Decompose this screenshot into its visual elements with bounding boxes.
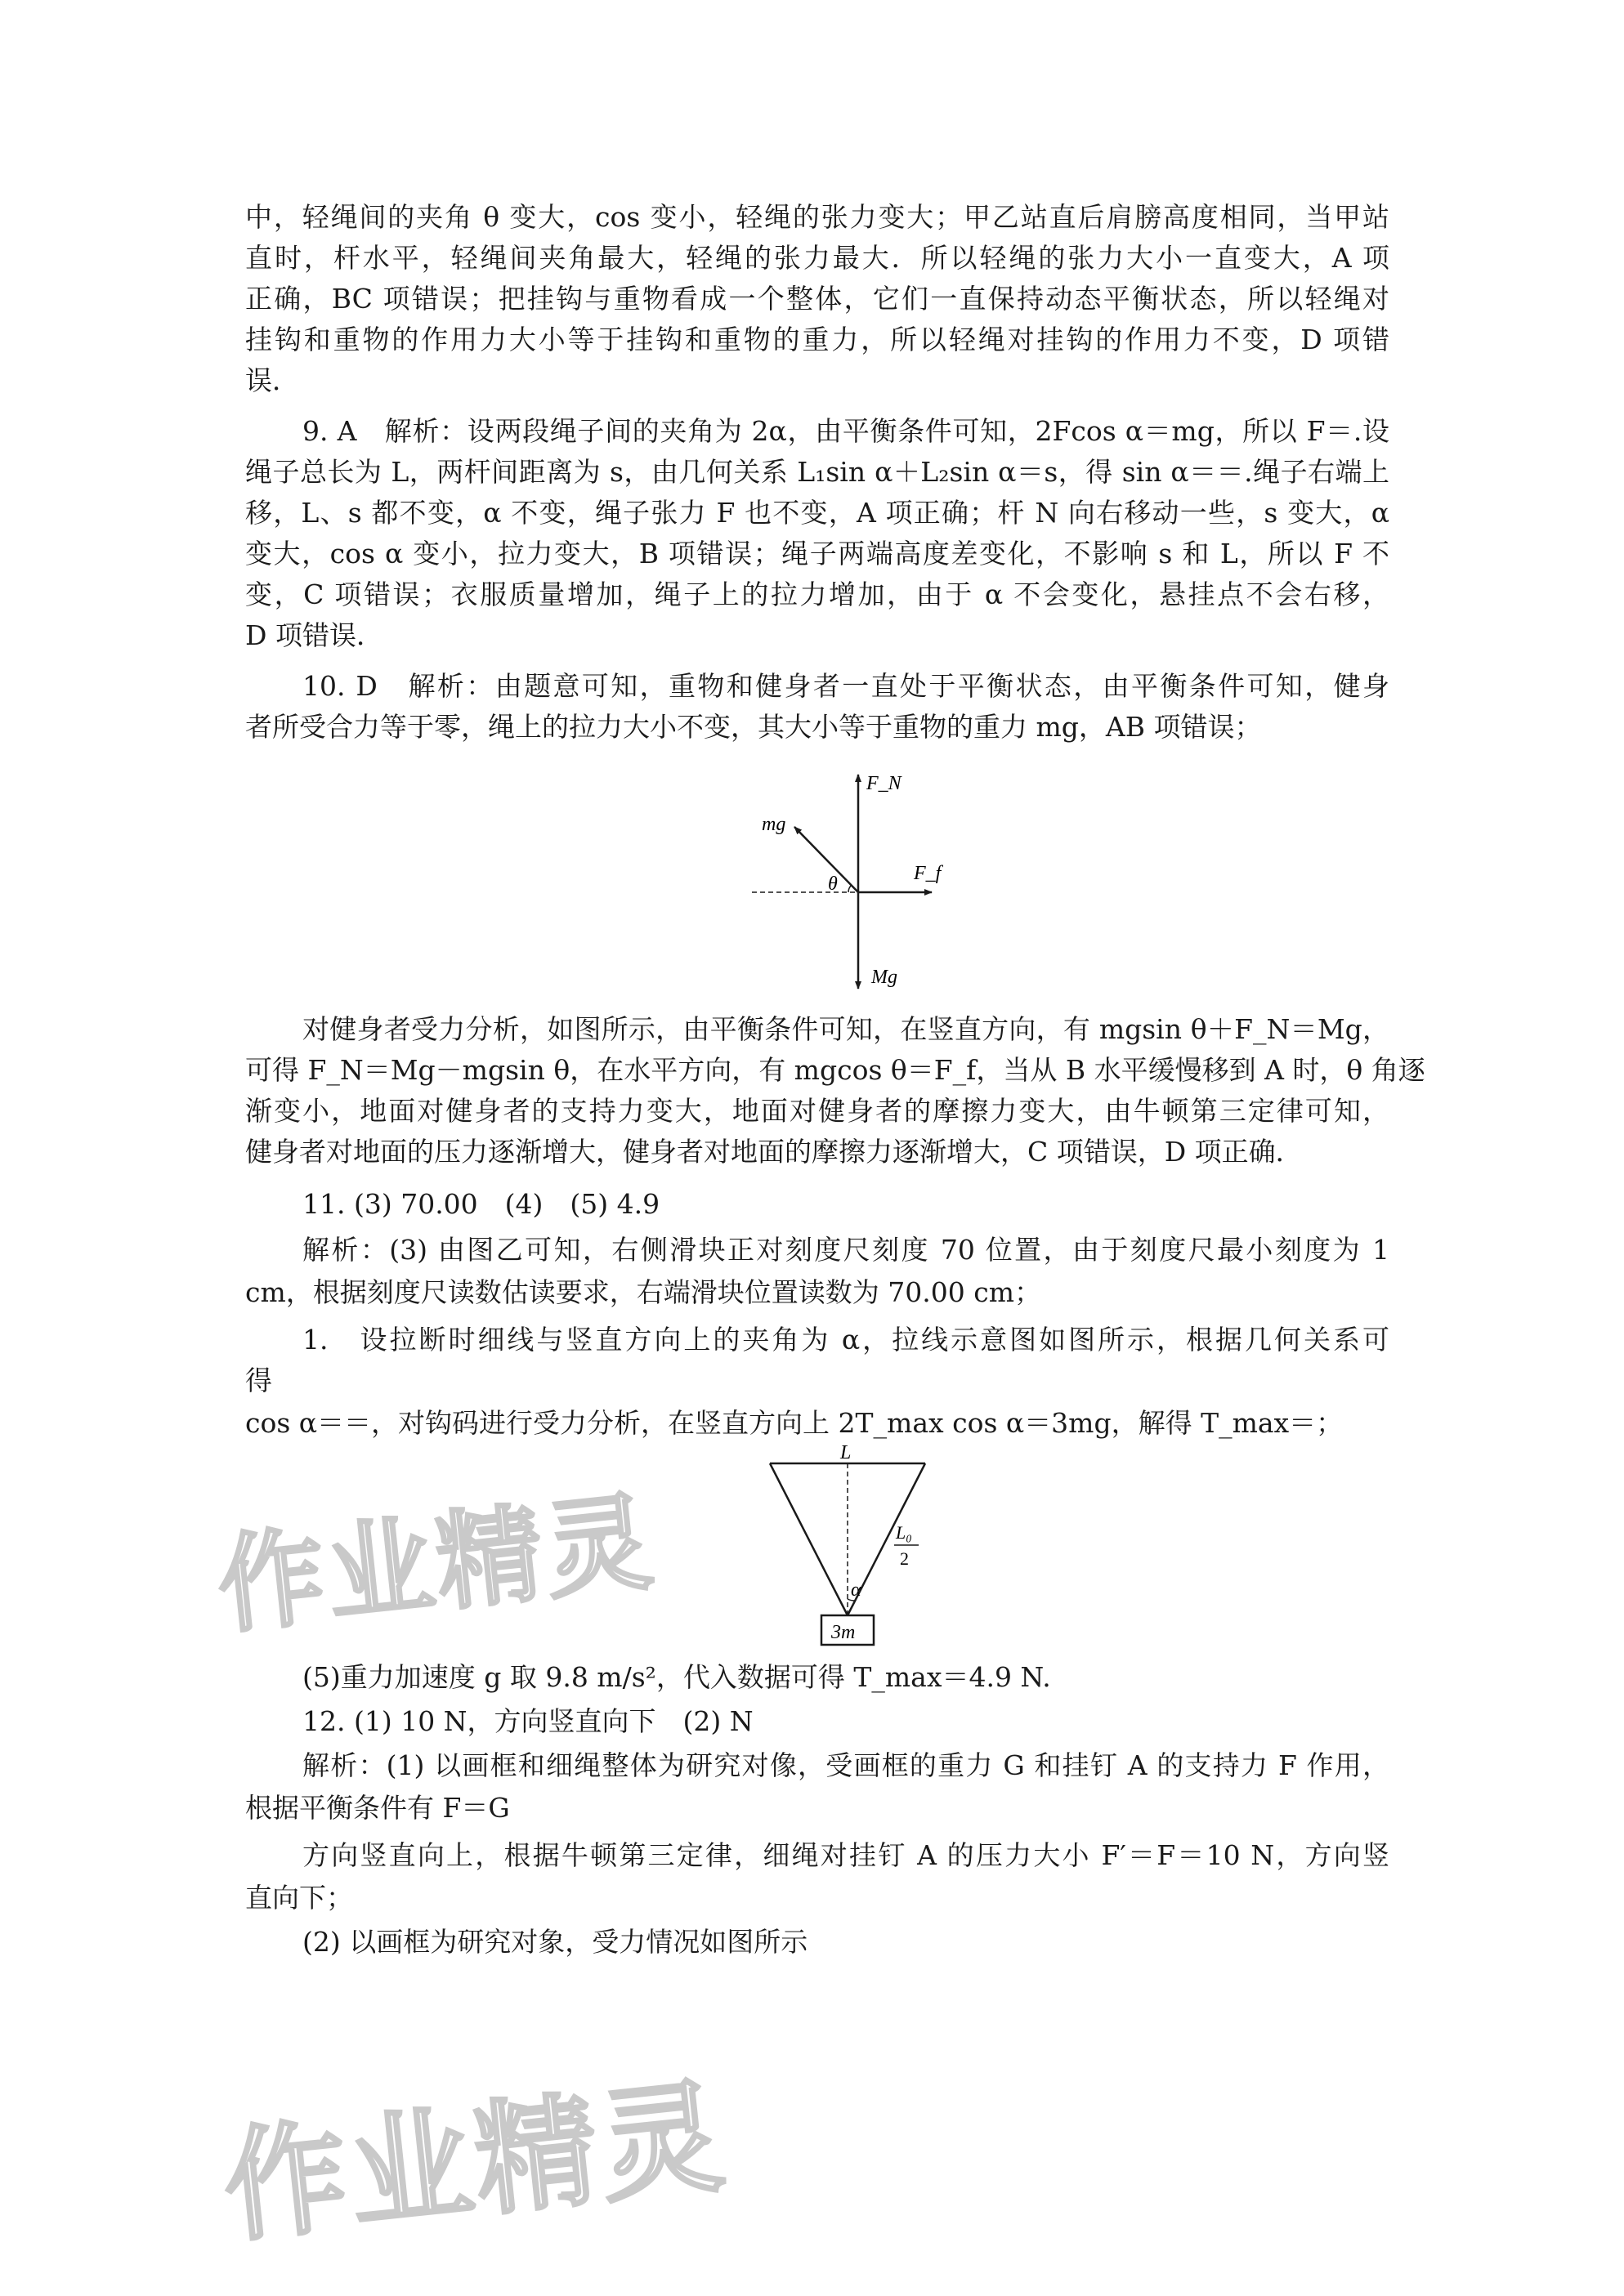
left-string: [770, 1463, 848, 1615]
text-line: 解析：(1) 以画框和细绳整体为研究对像，受画框的重力 G 和挂钉 A 的支持力 F 作用，: [302, 1749, 1389, 1781]
string-diagram-figure: [752, 1442, 948, 1655]
theta-arc: [848, 886, 852, 893]
text-line: 变，C 项错误；衣服质量增加，绳子上的拉力增加，由于 α 不会变化，悬挂点不会右移，: [245, 578, 1389, 610]
L0-label: L₀: [896, 1522, 912, 1543]
text-line: 根据平衡条件有 F＝G: [245, 1792, 510, 1824]
text-line: cos α＝＝，对钩码进行受力分析，在竖直方向上 2T_max cos α＝3mg，解得 T_max＝；: [245, 1407, 1344, 1439]
fn-label: F_N: [866, 773, 901, 794]
text-line: 误．: [245, 364, 299, 396]
text-line: 者所受合力等于零，绳上的拉力大小不变，其大小等于重物的重力 mg，AB 项错误；: [245, 711, 1262, 743]
text-line: 健身者对地面的压力逐渐增大，健身者对地面的摩擦力逐渐增大，C 项错误，D 项正确．: [245, 1136, 1303, 1168]
text-line: 挂钩和重物的作用力大小等于挂钩和重物的重力，所以轻绳对挂钩的作用力不变，D 项错: [245, 324, 1389, 355]
mg-label: mg: [762, 814, 786, 835]
text-line: cm，根据刻度尺读数估读要求，右端滑块位置读数为 70.00 cm；: [245, 1276, 1041, 1308]
mg-arrow: [794, 827, 858, 892]
text-line: 中，轻绳间的夹角 θ 变大，cos 变小，轻绳的张力变大；甲乙站直后肩膀高度相同，当甲站: [245, 201, 1389, 233]
mass-label: 3m: [831, 1622, 856, 1643]
force-diagram-figure: [736, 760, 956, 1005]
two-label: 2: [900, 1548, 909, 1569]
theta-label: θ: [828, 873, 838, 895]
answer-9-line: 9. A 解析：设两段绳子间的夹角为 2α，由平衡条件可知，2Fcos α＝mg，所以 F＝.设: [302, 415, 1389, 447]
watermark: 作业精灵: [217, 2066, 733, 2260]
text-line: 对健身者受力分析，如图所示，由平衡条件可知，在竖直方向，有 mgsin θ＋F_N＝Mg，: [302, 1013, 1389, 1045]
text-line: (2) 以画框为研究对象，受力情况如图所示: [302, 1926, 808, 1958]
text-line: 1. 设拉断时细线与竖直方向上的夹角为 α，拉线示意图如图所示，根据几何关系可: [302, 1324, 1389, 1356]
answer-11-line: 11. (3) 70.00 (4) (5) 4.9: [302, 1188, 660, 1220]
text-line: 直向下；: [245, 1882, 353, 1914]
ff-label: F_f: [914, 863, 942, 884]
text-line: 可得 F_N＝Mg－mgsin θ，在水平方向，有 mgcos θ＝F_f，当从 B 水平缓慢移到 A 时，θ 角逐: [245, 1054, 1425, 1086]
text-line: 绳子总长为 L，两杆间距离为 s，由几何关系 L₁sin α＋L₂sin α＝s，得 sin α＝＝.绳子右端上: [245, 456, 1389, 488]
watermark: 作业精灵: [212, 1479, 661, 1649]
answer-10-line: 10. D 解析：由题意可知，重物和健身者一直处于平衡状态，由平衡条件可知，健身: [302, 670, 1389, 702]
text-line: 渐变小，地面对健身者的支持力变大，地面对健身者的摩擦力变大，由牛顿第三定律可知，: [245, 1095, 1389, 1127]
L-label: L: [840, 1442, 852, 1463]
text-line: 解析：(3) 由图乙可知，右侧滑块正对刻度尺刻度 70 位置，由于刻度尺最小刻度为 1: [302, 1234, 1389, 1266]
text-line: 方向竖直向上，根据牛顿第三定律，细绳对挂钉 A 的压力大小 F′＝F＝10 N，方向竖: [302, 1839, 1389, 1871]
text-line: 正确，BC 项错误；把挂钩与重物看成一个整体，它们一直保持动态平衡状态，所以轻绳对: [245, 283, 1389, 315]
text-line: D 项错误．: [245, 619, 383, 651]
text-line: 得: [245, 1365, 272, 1396]
Mg-label: Mg: [871, 967, 897, 988]
text-line: (5)重力加速度 g 取 9.8 m/s²，代入数据可得 T_max＝4.9 N.: [302, 1661, 1051, 1693]
text-line: 直时，杆水平，轻绳间夹角最大，轻绳的张力最大．所以轻绳的张力大小一直变大，A 项: [245, 242, 1389, 274]
text-line: 移，L、s 都不变，α 不变，绳子张力 F 也不变，A 项正确；杆 N 向右移动一些，s 变大，α: [245, 497, 1390, 529]
answer-12-line: 12. (1) 10 N，方向竖直向下 (2) N: [302, 1705, 754, 1737]
text-line: 变大，cos α 变小，拉力变大，B 项错误；绳子两端高度差变化，不影响 s 和 L，所以 F 不: [245, 538, 1389, 570]
alpha-label: α: [851, 1579, 861, 1601]
